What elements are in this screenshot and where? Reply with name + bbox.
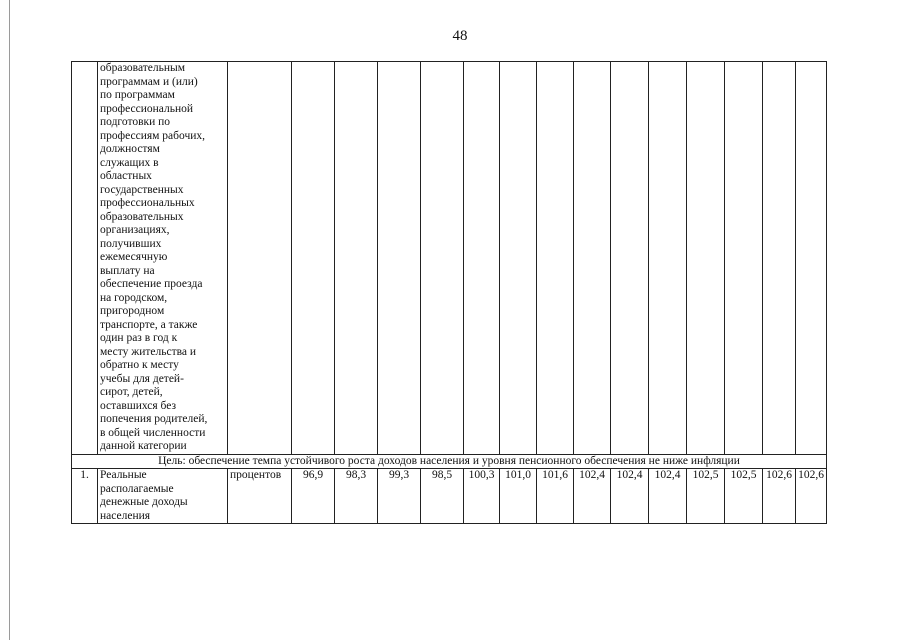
continued-indicator-row bbox=[72, 62, 827, 455]
value-cell-empty bbox=[763, 62, 796, 455]
desc-line: Реальные bbox=[100, 469, 147, 481]
value-cell: 102,4 bbox=[649, 469, 687, 524]
value-cell-empty bbox=[611, 62, 649, 455]
value-cell: 102,4 bbox=[574, 469, 611, 524]
desc-line: сирот, детей, bbox=[100, 386, 163, 398]
desc-line: в общей численности bbox=[100, 426, 206, 439]
value-cell: 102,6 bbox=[763, 469, 796, 524]
indicator-description bbox=[98, 62, 228, 455]
desc-line: месту жительства и bbox=[100, 345, 197, 358]
value-cell-empty bbox=[796, 62, 827, 455]
desc-line: государственных bbox=[100, 183, 184, 196]
desc-line: подготовки по bbox=[100, 116, 171, 128]
value-cell: 101,0 bbox=[500, 469, 537, 524]
left-margin-rule bbox=[9, 0, 10, 640]
unit-cell-empty bbox=[228, 62, 292, 455]
desc-line: служащих в bbox=[100, 156, 159, 169]
value-cell: 98,5 bbox=[421, 469, 464, 524]
desc-line: данной категории bbox=[100, 440, 187, 452]
goal-row bbox=[72, 454, 827, 469]
value-cell-empty bbox=[687, 62, 725, 455]
desc-line: должностям bbox=[100, 143, 160, 155]
value-cell: 99,3 bbox=[378, 469, 421, 524]
desc-line: организациях, bbox=[100, 224, 170, 236]
desc-line: программам и (или) bbox=[100, 75, 198, 88]
desc-line: располагаемые bbox=[100, 482, 174, 495]
desc-line: профессиональных bbox=[100, 197, 195, 209]
desc-line: оставшихся без bbox=[100, 399, 177, 412]
desc-line: выплату на bbox=[100, 264, 155, 277]
desc-line: транспорте, а также bbox=[100, 318, 198, 331]
goal-text: Цель: обеспечение темпа устойчивого роста доходов населения и уровня пенсионного обеспечения не ниже инфляции bbox=[72, 454, 827, 469]
value-cell-empty bbox=[292, 62, 335, 455]
value-cell: 96,9 bbox=[292, 469, 335, 524]
desc-line: попечения родителей, bbox=[100, 413, 208, 425]
row-number: 1. bbox=[72, 469, 98, 524]
cell-number-empty bbox=[72, 62, 98, 455]
desc-line: областных bbox=[100, 170, 152, 182]
value-cell-empty bbox=[378, 62, 421, 455]
value-cell: 98,3 bbox=[335, 469, 378, 524]
desc-line: обратно к месту bbox=[100, 359, 179, 371]
value-cell-empty bbox=[421, 62, 464, 455]
value-cell: 102,5 bbox=[725, 469, 763, 524]
desc-line: денежные доходы bbox=[100, 496, 188, 508]
indicator-row-1 bbox=[72, 469, 827, 524]
desc-line: профессиям рабочих, bbox=[100, 129, 206, 142]
desc-line: по программам bbox=[100, 89, 175, 101]
desc-line: образовательных bbox=[100, 210, 184, 223]
indicators-table bbox=[71, 61, 827, 524]
desc-line: населения bbox=[100, 509, 151, 522]
desc-line: профессиональной bbox=[100, 102, 194, 115]
unit-cell: процентов bbox=[228, 469, 292, 524]
value-cell-empty bbox=[537, 62, 574, 455]
value-cell: 102,5 bbox=[687, 469, 725, 524]
page-number: 48 bbox=[452, 28, 468, 44]
desc-line: пригородном bbox=[100, 305, 165, 317]
desc-line: на городском, bbox=[100, 291, 168, 304]
value-cell-empty bbox=[500, 62, 537, 455]
value-cell: 102,6 bbox=[796, 469, 827, 524]
value-cell-empty bbox=[335, 62, 378, 455]
value-cell-empty bbox=[725, 62, 763, 455]
value-cell-empty bbox=[464, 62, 500, 455]
desc-line: получивших bbox=[100, 237, 162, 250]
value-cell-empty bbox=[574, 62, 611, 455]
desc-line: один раз в год к bbox=[100, 332, 178, 344]
value-cell: 100,3 bbox=[464, 469, 500, 524]
value-cell: 101,6 bbox=[537, 469, 574, 524]
desc-line: учебы для детей- bbox=[100, 372, 184, 385]
value-cell: 102,4 bbox=[611, 469, 649, 524]
desc-line: ежемесячную bbox=[100, 251, 168, 263]
desc-line: обеспечение проезда bbox=[100, 278, 203, 290]
indicator-description bbox=[98, 469, 228, 524]
desc-line: образовательным bbox=[100, 62, 186, 74]
value-cell-empty bbox=[649, 62, 687, 455]
